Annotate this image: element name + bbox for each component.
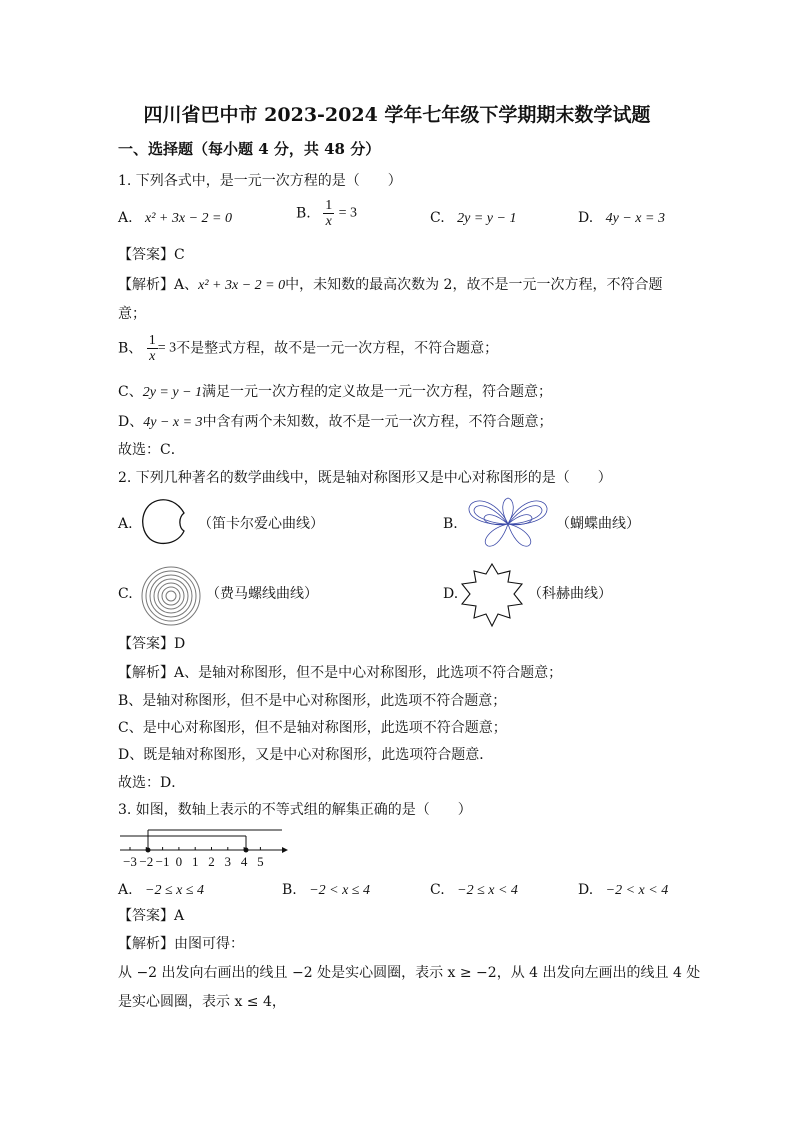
q2-option-b-label[interactable]: B. xyxy=(443,516,458,532)
number-line-tick-label: −2 xyxy=(139,854,154,869)
fraction-denominator: x xyxy=(149,349,156,364)
number-line-tick-label: −3 xyxy=(123,854,137,869)
option-expression: −2 < x < 4 xyxy=(605,883,669,898)
number-line-tick-label: 0 xyxy=(175,854,183,869)
q2-option-d-caption: （科赫曲线） xyxy=(528,586,612,602)
q3-analysis-line: 从 −2 出发向右画出的线且 −2 处是实心圆圈，表示 x ≥ −2，从 4 出发向左画出的线且 4 处 xyxy=(118,965,701,981)
analysis-expression: x² + 3x − 2 = 0 xyxy=(198,278,286,293)
number-line xyxy=(116,826,292,870)
q1-option-a[interactable] xyxy=(118,209,232,228)
q3-option-c[interactable] xyxy=(430,881,518,900)
fraction-numerator: 1 xyxy=(148,333,156,348)
solid-dot-left xyxy=(146,848,151,853)
fraction-numerator: 1 xyxy=(325,198,333,213)
option-label: B. xyxy=(282,882,297,898)
q1-analysis-b xyxy=(118,333,498,364)
koch-snowflake-icon xyxy=(458,562,526,628)
q2-option-c-caption: （费马螺线曲线） xyxy=(206,586,318,602)
q1-option-d[interactable] xyxy=(578,209,665,228)
butterfly-curve-icon xyxy=(466,494,550,550)
analysis-text: B、 xyxy=(118,340,143,357)
q1-analysis-c xyxy=(118,383,552,402)
q2-analysis-line: 【解析】A、是轴对称图形，但不是中心对称图形，此选项不符合题意； xyxy=(118,665,563,681)
fraction xyxy=(147,333,158,364)
option-label: C. xyxy=(430,882,445,898)
analysis-text: 不是整式方程，故不是一元一次方程，不符合题意； xyxy=(176,340,499,357)
option-label: A. xyxy=(118,210,133,226)
q3-analysis-line: 是实心圆圈，表示 x ≤ 4， xyxy=(118,994,286,1010)
q1-analysis-a xyxy=(118,276,662,295)
analysis-text: 中，未知数的最高次数为 2，故不是一元一次方程，不符合题 xyxy=(285,277,663,293)
option-label: A. xyxy=(118,882,133,898)
number-line-tick-label: 2 xyxy=(208,854,215,869)
q1-analysis-d xyxy=(118,413,553,432)
analysis-expression: 4y − x = 3 xyxy=(143,415,203,430)
q1-option-b[interactable] xyxy=(296,198,357,229)
analysis-expression: 2y = y − 1 xyxy=(142,385,203,400)
option-expression: −2 < x ≤ 4 xyxy=(309,883,370,898)
q3-option-d[interactable] xyxy=(578,881,668,900)
option-expression: −2 ≤ x ≤ 4 xyxy=(145,883,205,898)
section-heading: 一、选择题（每小题 4 分，共 48 分） xyxy=(118,140,381,158)
q1-option-c[interactable] xyxy=(430,209,516,228)
q1-conclusion: 故选：C． xyxy=(118,442,185,458)
q2-option-c-label[interactable]: C. xyxy=(118,586,133,602)
number-line-tick-label: 3 xyxy=(224,854,232,869)
q2-analysis-line: C、是中心对称图形，但不是轴对称图形，此选项不符合题意； xyxy=(118,720,507,736)
option-expression: 4y − x = 3 xyxy=(605,211,665,226)
number-line-tick-label: 1 xyxy=(191,854,199,869)
question-1-stem: 1. 下列各式中，是一元一次方程的是（ ） xyxy=(118,173,402,189)
q1-analysis-a-cont: 意； xyxy=(118,306,146,322)
option-expression: 2y = y − 1 xyxy=(457,211,517,226)
q1-answer: 【答案】C xyxy=(118,247,185,263)
number-line-tick-label: 4 xyxy=(240,854,248,869)
question-2-stem: 2. 下列几种著名的数学曲线中，既是轴对称图形又是中心对称图形的是（ ） xyxy=(118,470,612,486)
q3-answer: 【答案】A xyxy=(118,908,185,924)
q2-answer: 【答案】D xyxy=(118,636,186,652)
q3-option-b[interactable] xyxy=(282,881,370,900)
option-label: C. xyxy=(430,210,445,226)
analysis-text: 满足一元一次方程的定义故是一元一次方程，符合题意； xyxy=(202,384,553,400)
q2-option-b-caption: （蝴蝶曲线） xyxy=(556,516,640,532)
cardioid-icon xyxy=(138,497,194,547)
q2-analysis-line: D、既是轴对称图形，又是中心对称图形，此选项符合题意． xyxy=(118,747,494,763)
analysis-text: C、 xyxy=(118,384,143,400)
q2-analysis-line: 故选：D． xyxy=(118,775,186,791)
q3-analysis-head: 【解析】由图可得： xyxy=(118,936,244,952)
question-3-stem: 3. 如图，数轴上表示的不等式组的解集正确的是（ ） xyxy=(118,802,472,818)
page-title: 四川省巴中市 2023-2024 学年七年级下学期期末数学试题 xyxy=(143,104,651,126)
fraction-denominator: x xyxy=(325,214,332,229)
analysis-text: D、 xyxy=(118,414,144,430)
option-expression: x² + 3x − 2 = 0 xyxy=(145,211,232,226)
analysis-head: 【解析】 xyxy=(118,277,174,293)
q2-option-a-caption: （笛卡尔爱心曲线） xyxy=(198,516,324,532)
analysis-expression: = 3 xyxy=(157,340,177,356)
analysis-text: A、 xyxy=(174,277,199,293)
option-expression: −2 ≤ x < 4 xyxy=(457,883,518,898)
solid-dot-right xyxy=(244,848,249,853)
option-label: D. xyxy=(578,210,594,226)
number-line-tick-label: 5 xyxy=(257,854,264,869)
analysis-text: 中含有两个未知数，故不是一元一次方程，不符合题意； xyxy=(202,414,553,430)
fraction xyxy=(323,198,334,229)
q3-option-a[interactable] xyxy=(118,881,204,900)
q2-option-a-label[interactable]: A. xyxy=(118,516,133,532)
q2-analysis-line: B、是轴对称图形，但不是中心对称图形，此选项不符合题意； xyxy=(118,693,507,709)
option-expression: = 3 xyxy=(338,205,358,221)
number-line-tick-label: −1 xyxy=(155,854,170,869)
fermat-spiral-icon xyxy=(140,565,202,627)
option-label: D. xyxy=(578,882,594,898)
option-label: B. xyxy=(296,205,311,222)
q2-option-d-label[interactable]: D. xyxy=(443,586,459,602)
